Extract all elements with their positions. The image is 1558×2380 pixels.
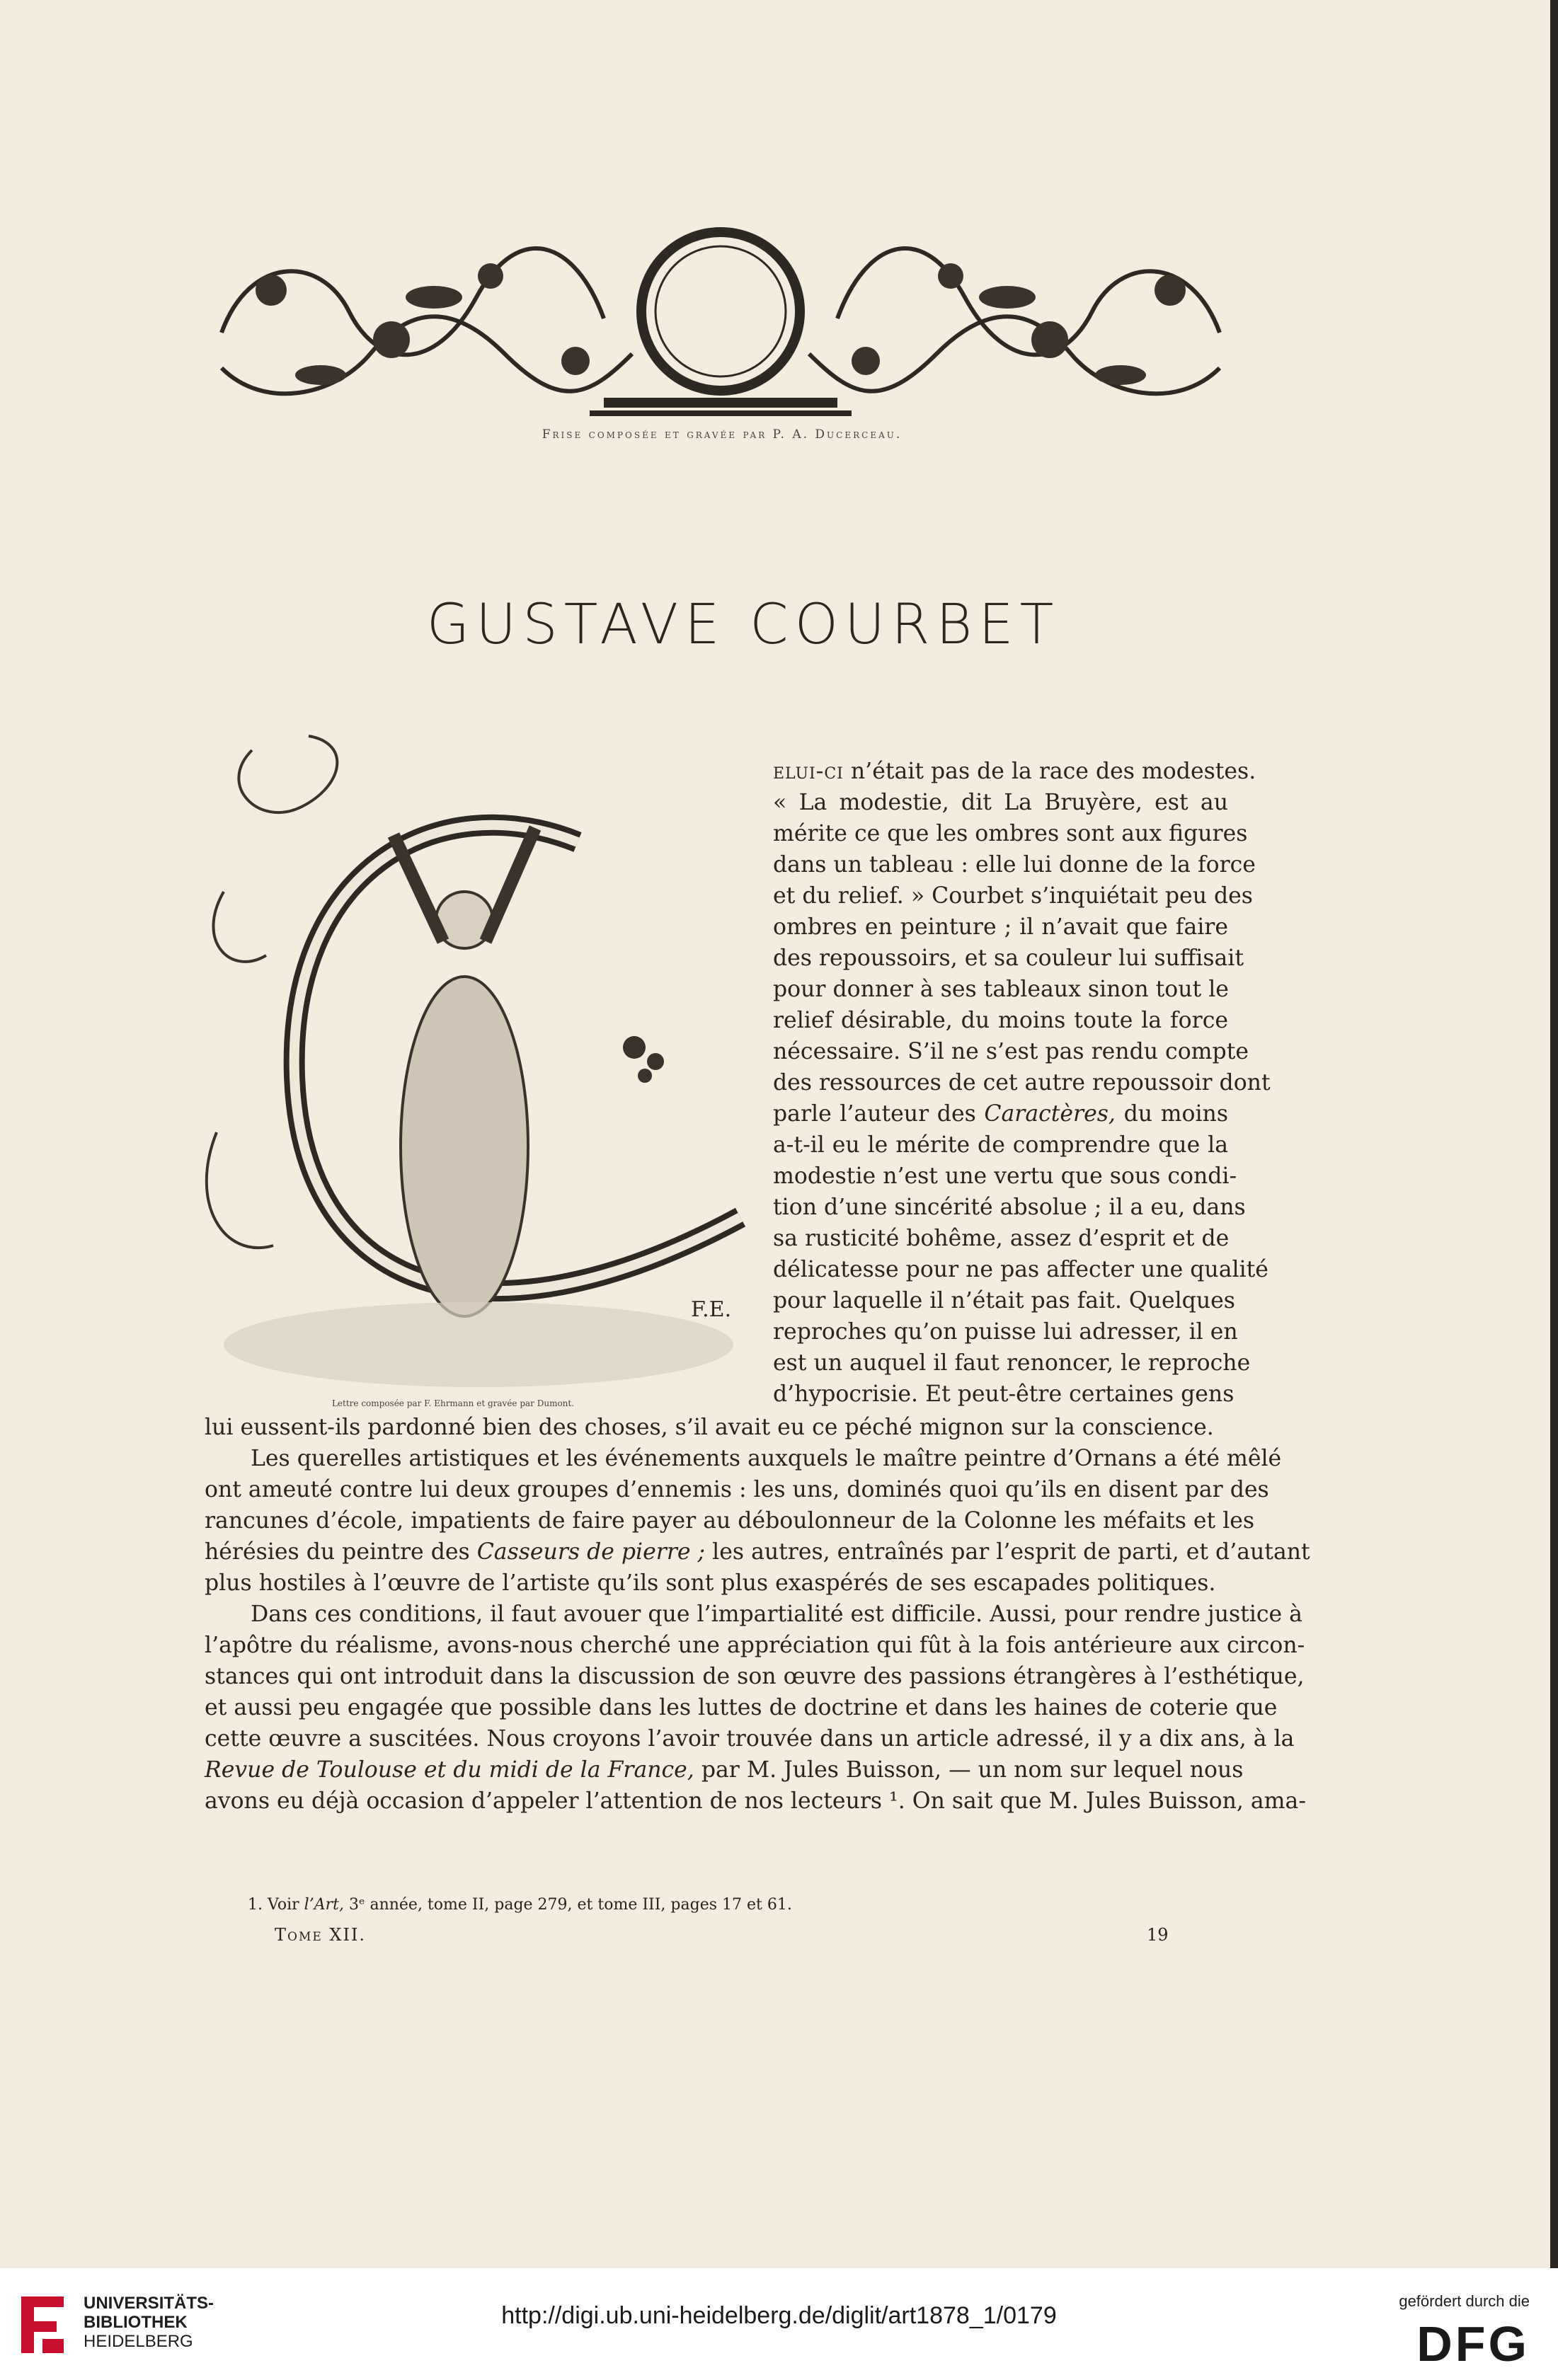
text-line: « La modestie, dit La Bruyère, est au: [773, 790, 1228, 815]
text-line: et aussi peu engagée que possible dans les luttes de doctrine et dans les haines de coterie que: [205, 1695, 1278, 1720]
library-name: UNIVERSITÄTS- BIBLIOTHEK HEIDELBERG: [84, 2294, 214, 2351]
text-line: Revue de Toulouse et du midi de la France, par M. Jules Buisson, — un nom sur lequel nous: [205, 1757, 1244, 1783]
text-line: avons eu déjà occasion d’appeler l’attention de nos lecteurs ¹. On sait que M. Jules Buisson, ama-: [205, 1788, 1306, 1814]
text-line: lui eussent-ils pardonné bien des choses, s’il avait eu ce péché mignon sur la conscience.: [205, 1415, 1214, 1440]
text-line: tion d’une sincérité absolue ; il a eu, dans: [773, 1195, 1246, 1220]
text-line: parle l’auteur des Caractères, du moins: [773, 1101, 1229, 1127]
page-number: 19: [1147, 1925, 1169, 1945]
decorative-initial-illustration: [139, 708, 762, 1415]
text-line: Les querelles artistiques et les événements auxquels le maître peintre d’Ornans a été mêlé: [251, 1446, 1282, 1471]
text-line: dans un tableau : elle lui donne de la force: [773, 852, 1256, 878]
text-line: des repoussoirs, et sa couleur lui suffisait: [773, 945, 1244, 971]
text-line: ombres en peinture ; il n’avait que faire: [773, 914, 1228, 940]
article-title: GUSTAVE COURBET: [426, 593, 1060, 657]
text-line: Dans ces conditions, il faut avouer que l’impartialité est difficile. Aussi, pour rendre justice à: [251, 1602, 1302, 1627]
text-line: reproches qu’on puisse lui adresser, il en: [773, 1319, 1238, 1345]
text-line: a-t-il eu le mérite de comprendre que la: [773, 1132, 1228, 1158]
text-line: délicatesse pour ne pas affecter une qualité: [773, 1257, 1268, 1282]
initial-caption: Lettre composée par F. Ehrmann et gravée par Dumont.: [331, 1398, 575, 1408]
digitization-footer: [0, 2268, 1558, 2380]
text-line: sa rusticité bohême, assez d’esprit et de: [773, 1226, 1230, 1251]
text-line: modestie n’est une vertu que sous condi-: [773, 1163, 1237, 1189]
text-line: elui-ci n’était pas de la race des modestes.: [773, 759, 1256, 784]
frieze-caption: Frise composée et gravée par P. A. Ducerceau.: [542, 427, 903, 442]
ornamental-frieze: [207, 212, 1234, 425]
volume-label: Tome XII.: [275, 1925, 367, 1945]
dfg-logo-icon: DFG: [1416, 2316, 1530, 2372]
text-line: pour donner à ses tableaux sinon tout le: [773, 977, 1229, 1002]
text-line: cette œuvre a suscitées. Nous croyons l’avoir trouvée dans un article adressé, il y a dix ans, à la: [205, 1726, 1295, 1752]
text-line: hérésies du peintre des Casseurs de pierre ; les autres, entraînés par l’esprit de parti, et d’autant: [205, 1539, 1310, 1565]
text-line: rancunes d’école, impatients de faire payer au déboulonneur de la Colonne les méfaits et les: [205, 1508, 1255, 1534]
text-line: nécessaire. S’il ne s’est pas rendu compte: [773, 1039, 1249, 1064]
source-url[interactable]: http://digi.ub.uni-heidelberg.de/diglit/art1878_1/0179: [501, 2302, 1057, 2329]
text-line: et du relief. » Courbet s’inquiétait peu des: [773, 883, 1253, 909]
text-line: d’hypocrisie. Et peut-être certaines gens: [773, 1381, 1235, 1407]
text-line: des ressources de cet autre repoussoir dont: [773, 1070, 1271, 1096]
text-line: ont ameuté contre lui deux groupes d’ennemis : les uns, dominés quoi qu’ils en disent par des: [205, 1477, 1269, 1502]
text-line: stances qui ont introduit dans la discussion de son œuvre des passions étrangères à l’esthétique,: [205, 1664, 1305, 1689]
text-line: est un auquel il faut renoncer, le reproche: [773, 1350, 1251, 1376]
text-line: l’apôtre du réalisme, avons-nous cherché une appréciation qui fût à la fois antérieure aux circon-: [205, 1633, 1305, 1658]
footnote: 1. Voir l’Art, 3ᵉ année, tome II, page 279, et tome III, pages 17 et 61.: [248, 1896, 792, 1914]
text-line: relief désirable, du moins toute la force: [773, 1008, 1228, 1033]
funder-label: gefördert durch die: [1399, 2292, 1530, 2310]
text-line: plus hostiles à l’œuvre de l’artiste qu’ils sont plus exaspérés de ses escapades politiques.: [205, 1570, 1216, 1596]
initial-signature: F.E.: [691, 1297, 732, 1322]
page-edge: [1550, 0, 1558, 2268]
text-line: mérite ce que les ombres sont aux figures: [773, 821, 1248, 846]
text-line: pour laquelle il n’était pas fait. Quelques: [773, 1288, 1235, 1313]
